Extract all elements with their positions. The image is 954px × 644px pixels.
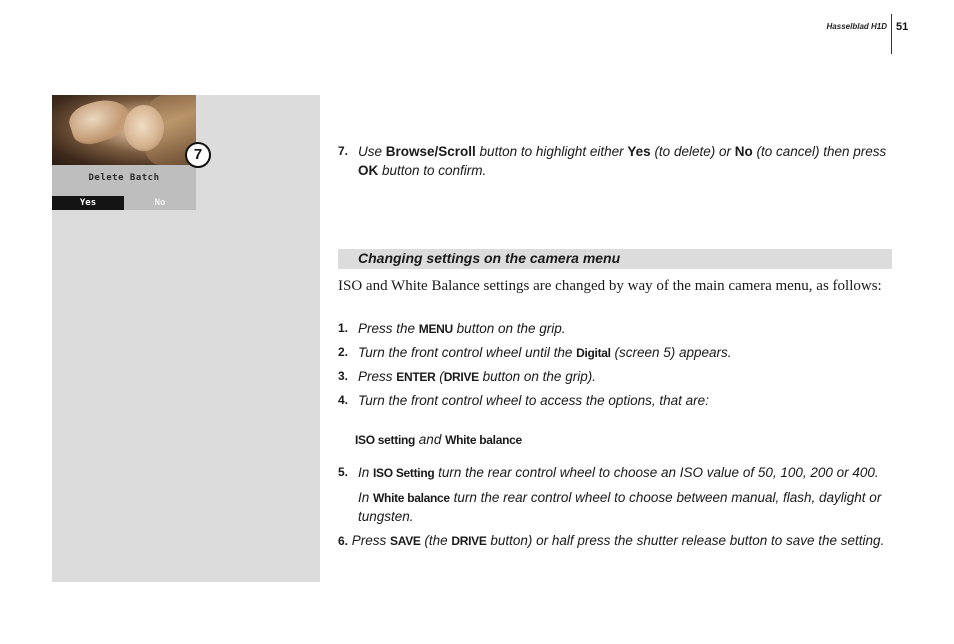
lcd-option-yes: Yes [52, 196, 124, 210]
step-4-text: Turn the front control wheel to access the options, that are: [358, 393, 709, 408]
callout-number-badge: 7 [185, 142, 211, 168]
camera-lcd-screenshot [52, 95, 196, 210]
page-number: 51 [896, 21, 909, 33]
step-6-text: 6. Press SAVE (the DRIVE button) or half press the shutter release button to save the setting. [338, 533, 885, 548]
step-2-text: Turn the front control wheel until the Digital (screen 5) appears. [358, 345, 732, 360]
section-title: Changing settings on the camera menu [358, 250, 621, 266]
step-5b-line-2: tungsten. [358, 509, 414, 524]
options-line: ISO setting and White balance [355, 432, 522, 447]
step-5-number: 5. [338, 465, 349, 479]
step-1-number: 1. [338, 321, 349, 335]
step-3-text: Press ENTER (DRIVE button on the grip). [358, 369, 596, 384]
lcd-title: Delete Batch [88, 173, 160, 183]
lcd-photo-thumbnail [52, 95, 196, 165]
step-5-text: In ISO Setting turn the rear control wheel to choose an ISO value of 50, 100, 200 or 400. [358, 465, 879, 480]
step-2-number: 2. [338, 345, 349, 359]
header-brand: Hasselblad H1D [826, 22, 887, 31]
step-5b-line-1: In White balance turn the rear control wheel to choose between manual, flash, daylight or [358, 490, 882, 505]
step-4-number: 4. [338, 393, 349, 407]
step-6-number: 6. [338, 534, 349, 548]
step-1-text: Press the MENU button on the grip. [358, 321, 566, 336]
step-7-number: 7. [338, 144, 349, 158]
step-3-number: 3. [338, 369, 349, 383]
lcd-option-no: No [154, 198, 166, 208]
intro-text: ISO and White Balance settings are changed by way of the main camera menu, as follows: [338, 278, 882, 294]
header-divider [891, 14, 892, 54]
step-7-line-1: Use Browse/Scroll button to highlight either Yes (to delete) or No (to cancel) then press [358, 144, 887, 159]
step-7-line-2: OK button to confirm. [358, 163, 487, 178]
